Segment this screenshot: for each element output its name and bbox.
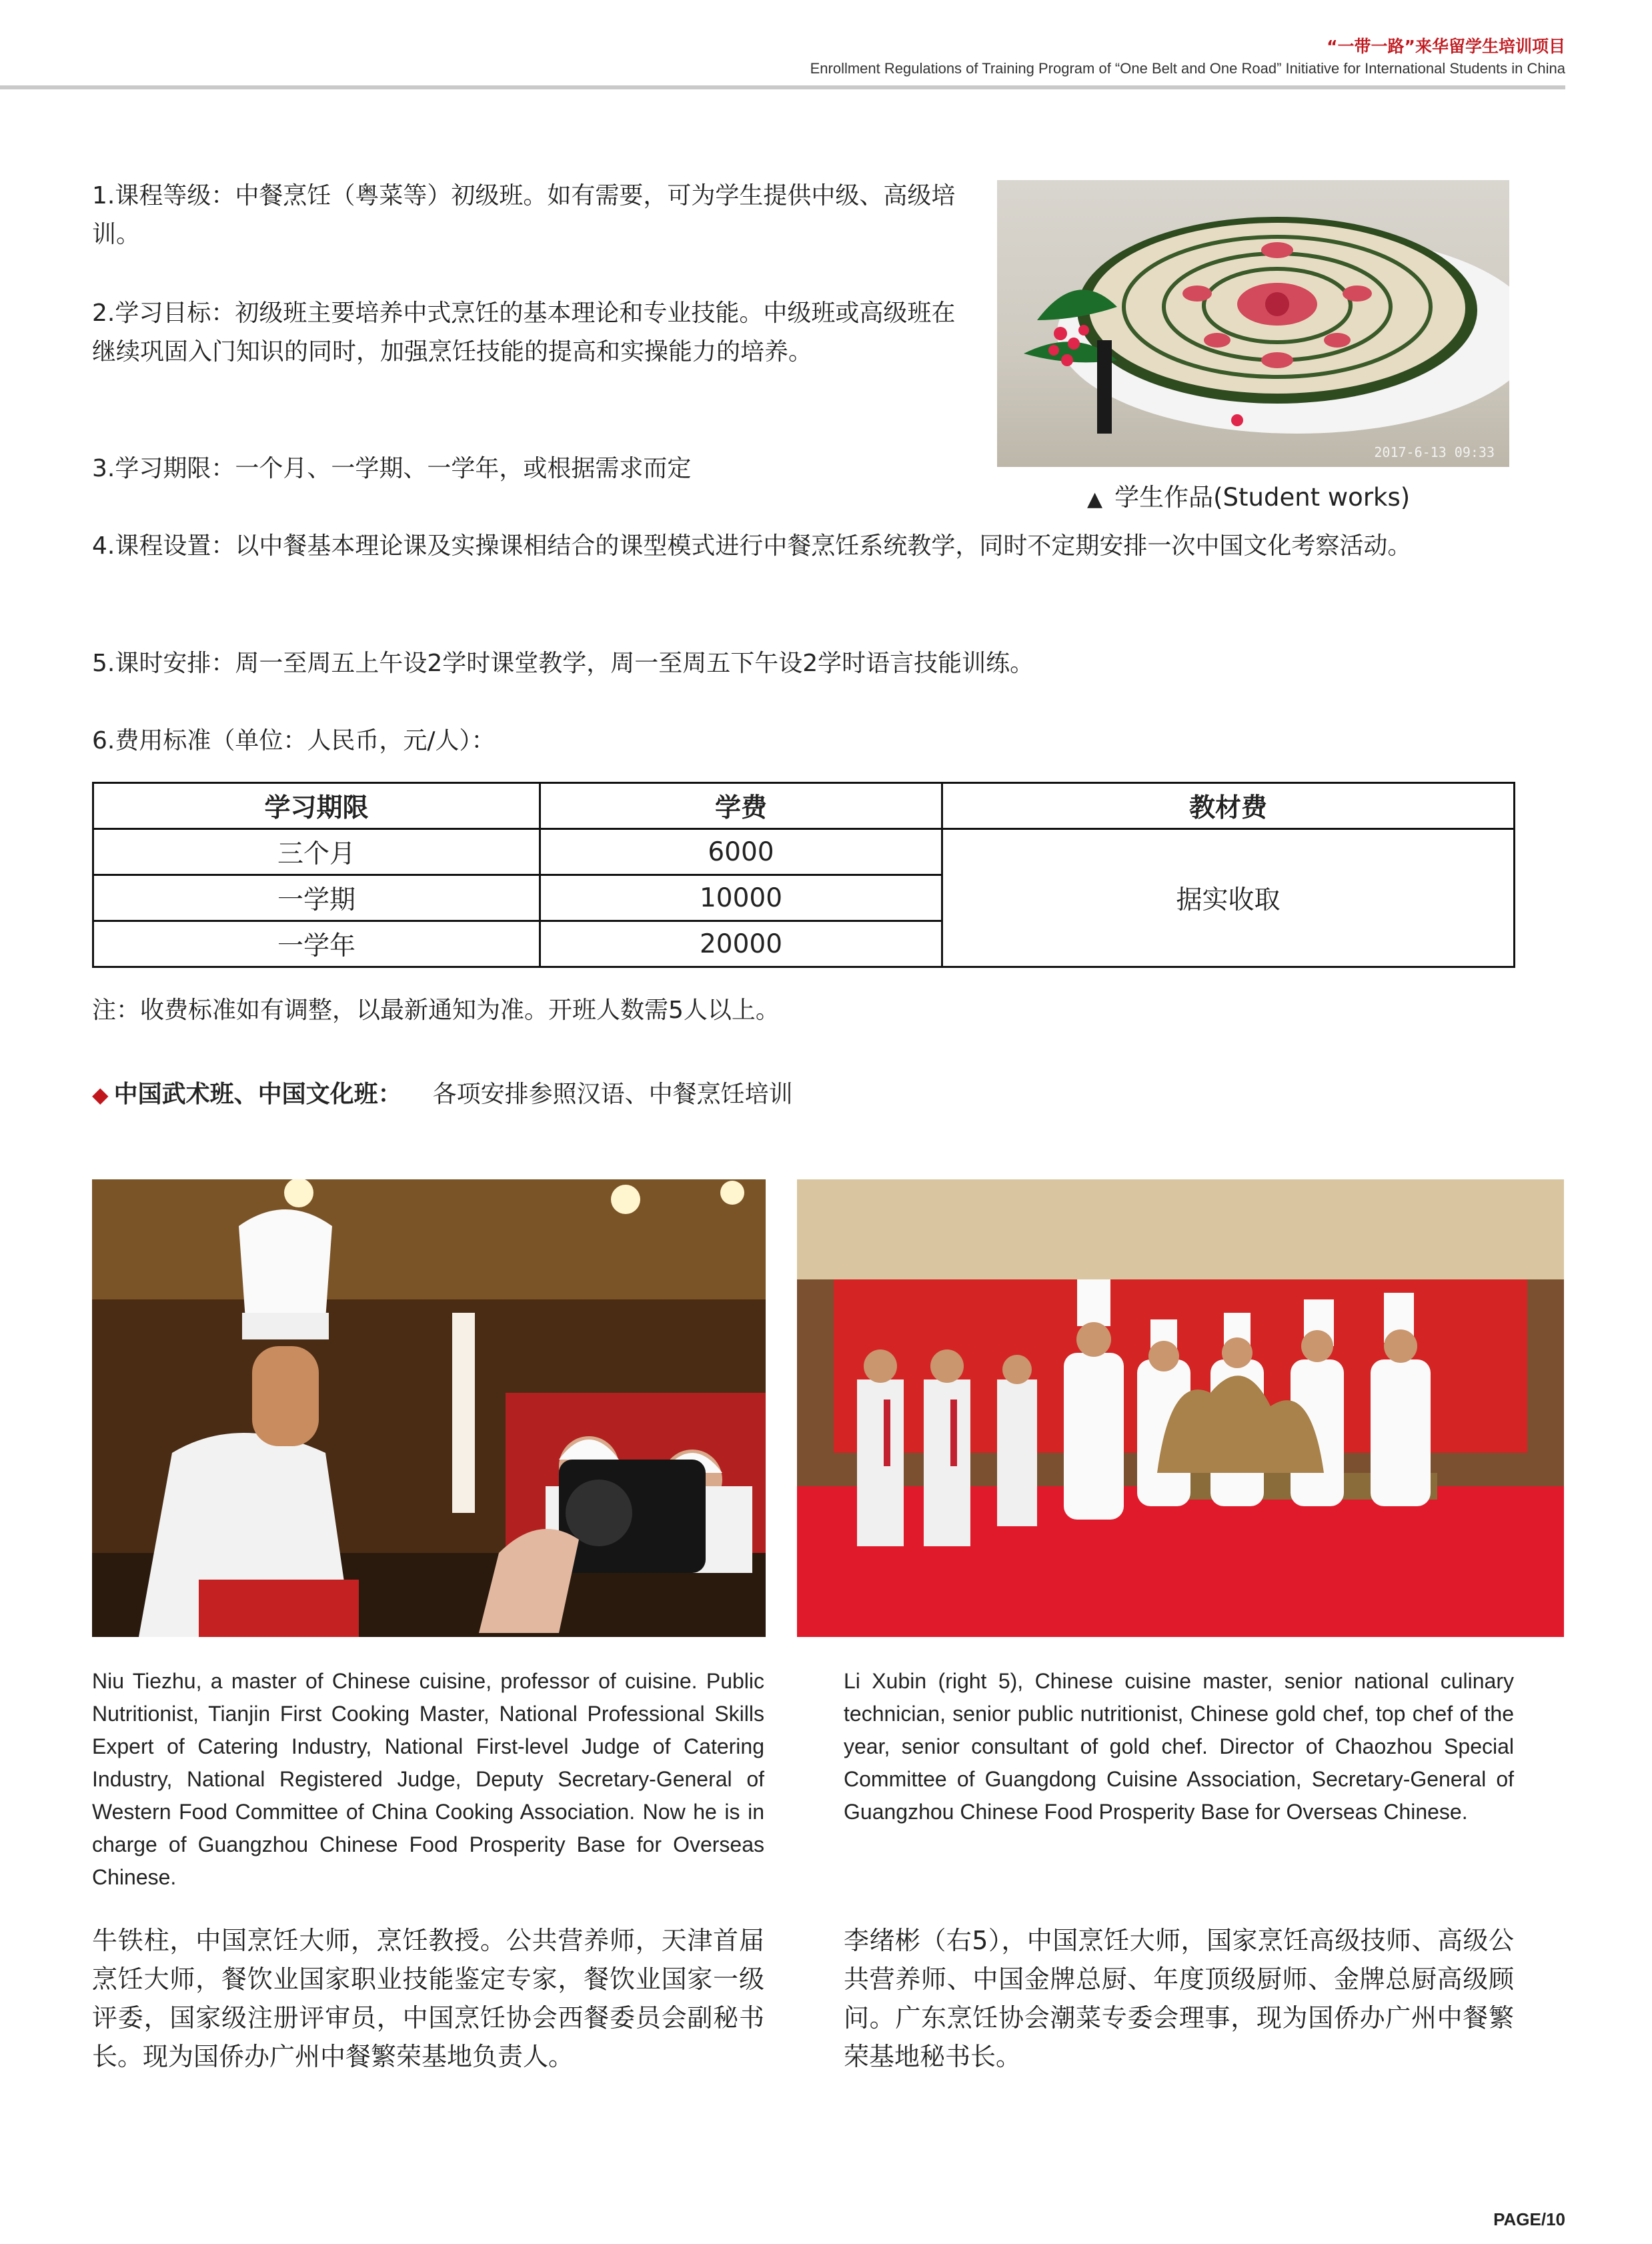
fee-note: 注：收费标准如有调整，以最新通知为准。开班人数需5人以上。	[92, 997, 780, 1024]
bio-left-cn: 牛铁柱，中国烹饪大师，烹饪教授。公共营养师，天津首届烹饪大师，餐饮业国家职业技能鉴定专家，餐饮业国家一级评委，国家级注册评审员，中国烹饪协会西餐委员会副秘书长。现为国侨办广州中餐繁荣基地负责人。	[92, 1926, 764, 2071]
fee-period-cell: 三个月	[93, 829, 540, 875]
header-title-cn: “一带一路”来华留学生培训项目	[1327, 37, 1565, 56]
fee-table-header-tuition: 学费	[540, 783, 942, 829]
header-divider	[0, 85, 1565, 89]
fee-tuition-cell: 6000	[540, 829, 942, 875]
other-classes-text: 各项安排参照汉语、中餐烹饪培训	[432, 1081, 793, 1108]
bio-right-en: Li Xubin (right 5), Chinese cuisine master, senior national culinary technician, senior public nutritionist, Chinese gold chef, top chef of the year, senior consultant of gold chef. Director of Chaozhou Special Committee of Guangdong Cuisine Association, Secretary-General of Guangzhou Chinese Food Prosperity Base for Overseas Chinese.	[844, 1669, 1514, 1824]
header-title-en: Enrollment Regulations of Training Program of “One Belt and One Road” Initiative for International Students in China	[810, 60, 1565, 77]
chef-demo-illustration	[92, 1179, 766, 1637]
fee-table-header-material: 教材费	[942, 783, 1515, 829]
fee-table	[92, 782, 1515, 968]
fee-table-header-period: 学习期限	[93, 783, 540, 829]
student-works-caption-text: 学生作品(Student works)	[1114, 483, 1411, 512]
student-works-caption	[1087, 477, 1410, 513]
other-classes-label: 中国武术班、中国文化班：	[113, 1081, 402, 1108]
fee-tuition-cell: 10000	[540, 875, 942, 921]
student-works-photo	[997, 180, 1509, 467]
chef-team-illustration	[797, 1179, 1564, 1637]
course-goal-text: 2.学习目标：初级班主要培养中式烹饪的基本理论和专业技能。中级班或高级班在继续巩固入门知识的同时，加强烹饪技能的提高和实操能力的培养。	[92, 300, 956, 366]
course-schedule-text: 5.课时安排：周一至周五上午设2学时课堂教学，周一至周五下午设2学时语言技能训练。	[92, 650, 1034, 677]
fee-tuition-cell: 20000	[540, 921, 942, 967]
fruit-carving-illustration	[997, 180, 1509, 467]
fee-period-cell: 一学年	[93, 921, 540, 967]
bio-left-en: Niu Tiezhu, a master of Chinese cuisine, professor of cuisine. Public Nutritionist, Tianjin First Cooking Master, National Professional Skills Expert of Catering Industry, National First-level Judge of Catering Industry, National Registered Judge, Deputy Secretary-General of Western Food Committee of China Cooking Association. Now he is in charge of Guangzhou Chinese Food Prosperity Base for Overseas Chinese.	[92, 1669, 764, 1889]
course-setup-text: 4.课程设置：以中餐基本理论课及实操课相结合的课型模式进行中餐烹饪系统教学，同时不定期安排一次中国文化考察活动。	[92, 532, 1412, 560]
triangle-up-icon: ▲	[1087, 488, 1103, 511]
fee-period-cell: 一学期	[93, 875, 540, 921]
fee-material-cell: 据实收取	[942, 829, 1515, 967]
bio-right-cn: 李绪彬（右5），中国烹饪大师，国家烹饪高级技师、高级公共营养师、中国金牌总厨、年度顶级厨师、金牌总厨高级顾问。广东烹饪协会潮菜专委会理事，现为国侨办广州中餐繁荣基地秘书长。	[844, 1926, 1514, 2071]
fee-table-header-row	[93, 783, 1515, 829]
course-level-text: 1.课程等级：中餐烹饪（粤菜等）初级班。如有需要，可为学生提供中级、高级培训。	[92, 182, 956, 248]
table-row	[93, 829, 1515, 875]
fee-standard-heading: 6.费用标准（单位：人民币，元/人）：	[92, 727, 496, 754]
diamond-bullet-icon: ◆	[92, 1082, 109, 1107]
photo-timestamp: 2017-6-13 09:33	[1374, 444, 1495, 460]
course-duration-text: 3.学习期限：一个月、一学期、一学年，或根据需求而定	[92, 455, 692, 482]
chef-demo-photo	[92, 1179, 766, 1637]
chef-team-photo	[797, 1179, 1564, 1637]
other-classes-line	[92, 1075, 793, 1109]
page-number: PAGE/10	[1493, 2209, 1565, 2229]
